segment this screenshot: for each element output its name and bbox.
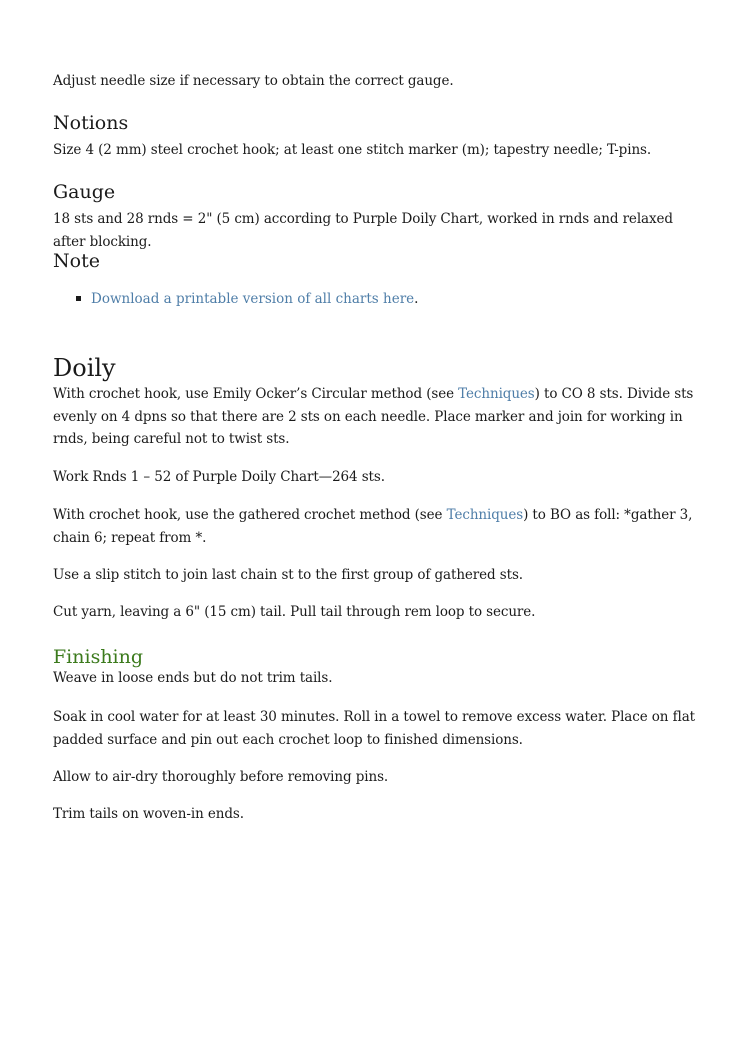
doily-paragraph-bind-off: [53, 504, 698, 549]
text-segment: ) to CO 8 sts. Divide sts evenly on 4 dpns so that there are 2 sts on each needle. Place marker and join for working in rnds, being careful not to twist sts.: [53, 386, 694, 447]
finishing-heading: Finishing: [53, 646, 144, 668]
finishing-paragraph-trim: Trim tails on woven-in ends.: [53, 806, 244, 822]
bullet-icon: [76, 296, 81, 301]
doily-paragraph-slip-stitch: Use a slip stitch to join last chain st to the first group of gathered sts.: [53, 567, 523, 583]
note-heading: Note: [53, 250, 100, 272]
finishing-paragraph-weave: Weave in loose ends but do not trim tails.: [53, 670, 333, 686]
gauge-text: 18 sts and 28 rnds = 2" (5 cm) according to Purple Doily Chart, worked in rnds and relaxed after blocking.: [53, 211, 673, 250]
download-charts-link[interactable]: Download a printable version of all charts here: [91, 291, 415, 307]
note-list: [53, 288, 418, 310]
finishing-paragraph-air-dry: Allow to air-dry thoroughly before removing pins.: [53, 769, 389, 785]
text-segment: ) to BO as foll: *gather 3, chain 6; repeat from *.: [53, 507, 693, 546]
text-segment: With crochet hook, use the gathered crochet method (see: [53, 507, 447, 523]
doily-paragraph-rounds: Work Rnds 1 – 52 of Purple Doily Chart—264 sts.: [53, 469, 385, 485]
text-segment: With crochet hook, use Emily Ocker’s Circular method (see: [53, 386, 459, 402]
techniques-link[interactable]: Techniques: [458, 386, 535, 402]
link-suffix: .: [414, 291, 419, 307]
finishing-paragraph-soak: Soak in cool water for at least 30 minutes. Roll in a towel to remove excess water. Place on flat padded surface and pin out each crochet loop to finished dimensions.: [53, 709, 695, 748]
needle-size-note: Adjust needle size if necessary to obtain the correct gauge.: [53, 73, 454, 89]
notions-heading: Notions: [53, 112, 129, 134]
gauge-heading: Gauge: [53, 181, 116, 203]
doily-paragraph-cut-yarn: Cut yarn, leaving a 6" (15 cm) tail. Pull tail through rem loop to secure.: [53, 604, 536, 620]
list-item: [53, 288, 418, 310]
doily-heading: Doily: [53, 354, 116, 382]
doily-paragraph-cast-on: [53, 383, 698, 451]
notions-text: Size 4 (2 mm) steel crochet hook; at least one stitch marker (m); tapestry needle; T-pins.: [53, 142, 652, 158]
techniques-link[interactable]: Techniques: [446, 507, 524, 523]
